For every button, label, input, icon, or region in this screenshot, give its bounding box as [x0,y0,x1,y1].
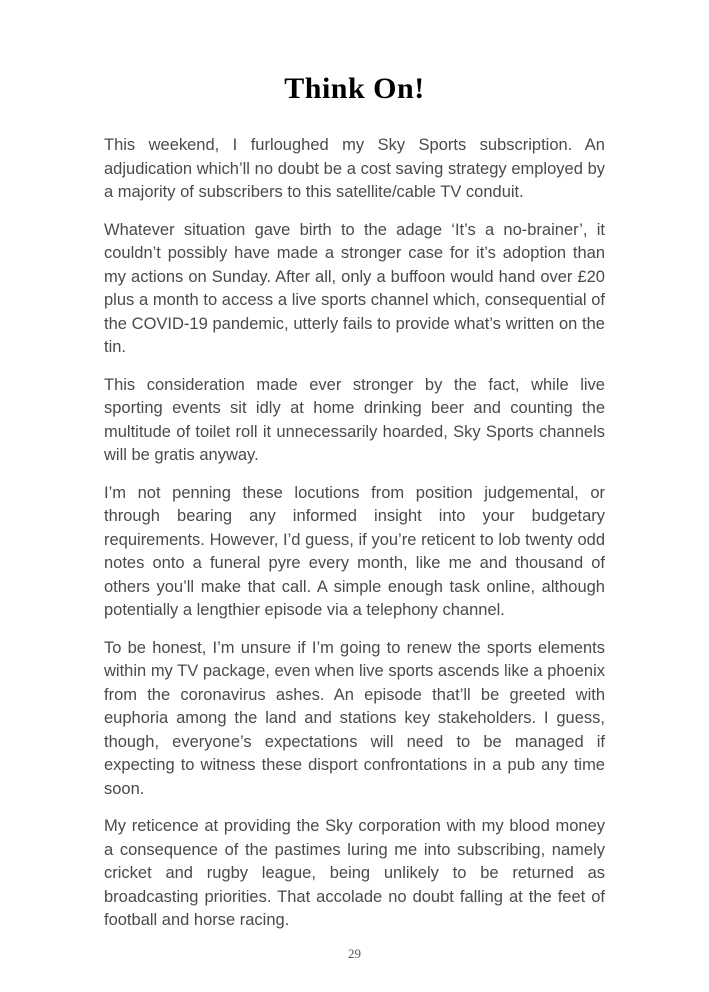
page-title: Think On! [284,72,425,105]
paragraph-3: This consideration made ever stronger by the fact, while live sporting events sit idly at home drinking beer and counting the multitude of toilet roll it unnecessarily hoarded, Sky Sports channels will be gratis anyway. [104,375,605,464]
paragraph-2: Whatever situation gave birth to the adage ‘It’s a no-brainer’, it couldn’t possibly have made a stronger case for it’s adoption than my actions on Sunday. After all, only a buffoon would hand over £20 plus a month to access a live sports channel which, consequential of the COVID-19 pandemic, utterly fails to provide what’s written on the tin. [104,220,605,356]
page-number: 29 [348,946,361,961]
paragraph-1: This weekend, I furloughed my Sky Sports subscription. An adjudication which’ll no doubt be a cost saving strategy employed by a majority of subscribers to this satellite/cable TV conduit. [104,136,605,201]
paragraph-4: I’m not penning these locutions from position judgemental, or through bearing any informed insight into your budgetary requirements. However, I’d guess, if you’re reticent to lob twenty odd notes onto a funeral pyre every month, like me and thousand of others you’ll make that call. A simple enough task online, although potentially a lengthier episode via a telephony channel. [104,483,605,619]
paragraph-5: To be honest, I’m unsure if I’m going to renew the sports elements within my TV package, even when live sports ascends like a phoenix from the coronavirus ashes. An episode that’ll be greeted with euphoria among the land and stations key stakeholders. I guess, though, everyone’s expectations will need to be managed if expecting to witness these disport confrontations in a pub any time soon. [104,638,605,798]
paragraph-6: My reticence at providing the Sky corporation with my blood money a consequence of the pastimes luring me into subscribing, namely cricket and rugby league, being unlikely to be returned as broadcasting priorities. That accolade no doubt falling at the feet of football and horse racing. [104,817,605,929]
article-body [104,134,605,933]
